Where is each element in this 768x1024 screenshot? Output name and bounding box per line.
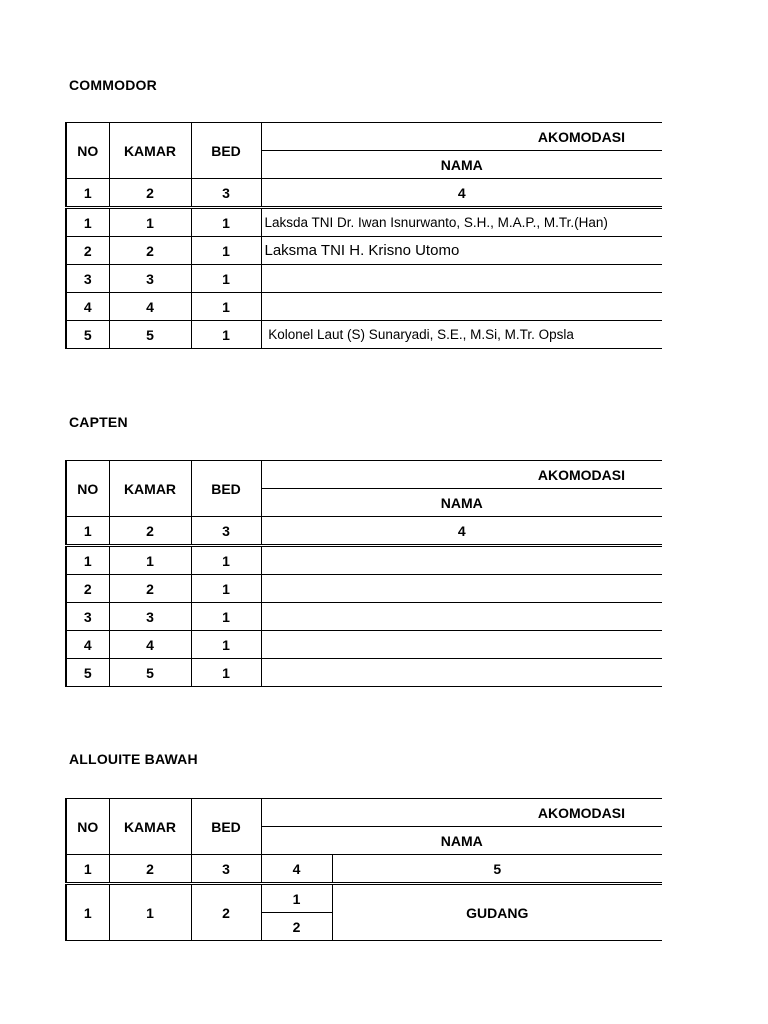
col-number: 1 <box>66 179 109 208</box>
header-kamar: KAMAR <box>109 799 191 855</box>
cell-nama <box>261 293 662 321</box>
cell-bed: 1 <box>191 546 261 575</box>
cell-no: 1 <box>66 546 109 575</box>
cell-no: 2 <box>66 575 109 603</box>
cell-kamar: 3 <box>109 265 191 293</box>
header-bed: BED <box>191 799 261 855</box>
header-bed: BED <box>191 461 261 517</box>
cell-nama <box>261 659 662 687</box>
header-kamar: KAMAR <box>109 123 191 179</box>
header-no: NO <box>66 799 109 855</box>
cell-no: 3 <box>66 265 109 293</box>
cell-bed: 2 <box>191 884 261 941</box>
cell-bed: 1 <box>191 575 261 603</box>
cell-no: 1 <box>66 208 109 237</box>
header-akomodasi: AKOMODASI <box>261 123 662 151</box>
col-number: 2 <box>109 855 191 884</box>
cell-sub-bed: 1 <box>261 884 332 913</box>
col-number: 3 <box>191 517 261 546</box>
cell-sub-bed: 2 <box>261 913 332 941</box>
cell-no: 3 <box>66 603 109 631</box>
col-number: 4 <box>261 179 662 208</box>
cell-bed: 1 <box>191 631 261 659</box>
section-title-allouite-bawah: ALLOUITE BAWAH <box>69 751 198 767</box>
cell-kamar: 1 <box>109 884 191 941</box>
table-row <box>66 208 662 237</box>
col-number: 2 <box>109 179 191 208</box>
col-number: 1 <box>66 855 109 884</box>
table-row <box>66 237 662 265</box>
cell-bed: 1 <box>191 321 261 349</box>
cell-kamar: 2 <box>109 575 191 603</box>
col-number: 3 <box>191 179 261 208</box>
header-nama: NAMA <box>261 151 662 179</box>
table-row <box>66 659 662 687</box>
cell-bed: 1 <box>191 659 261 687</box>
cell-nama <box>261 546 662 575</box>
cell-kamar: 2 <box>109 237 191 265</box>
cell-no: 4 <box>66 631 109 659</box>
header-akomodasi: AKOMODASI <box>261 799 662 827</box>
table-row <box>66 546 662 575</box>
cell-bed: 1 <box>191 208 261 237</box>
cell-no: 4 <box>66 293 109 321</box>
header-akomodasi: AKOMODASI <box>261 461 662 489</box>
table-row <box>66 603 662 631</box>
cell-no: 1 <box>66 884 109 941</box>
table-row <box>66 265 662 293</box>
cell-kamar: 3 <box>109 603 191 631</box>
cell-bed: 1 <box>191 237 261 265</box>
cell-kamar: 4 <box>109 293 191 321</box>
table-allouite-bawah <box>65 798 662 941</box>
header-no: NO <box>66 461 109 517</box>
cell-kamar: 4 <box>109 631 191 659</box>
cell-no: 5 <box>66 659 109 687</box>
table-row <box>66 575 662 603</box>
col-number: 4 <box>261 855 332 884</box>
col-number: 5 <box>332 855 662 884</box>
cell-bed: 1 <box>191 265 261 293</box>
col-number: 3 <box>191 855 261 884</box>
header-kamar: KAMAR <box>109 461 191 517</box>
cell-nama <box>261 575 662 603</box>
header-nama: NAMA <box>261 827 662 855</box>
header-no: NO <box>66 123 109 179</box>
cell-nama <box>261 603 662 631</box>
cell-nama: Kolonel Laut (S) Sunaryadi, S.E., M.Si, M.Tr. Opsla <box>261 321 662 349</box>
header-bed: BED <box>191 123 261 179</box>
cell-bed: 1 <box>191 293 261 321</box>
table-row <box>66 321 662 349</box>
section-title-commodor: COMMODOR <box>69 77 157 93</box>
cell-kamar: 1 <box>109 208 191 237</box>
col-number: 2 <box>109 517 191 546</box>
section-title-capten: CAPTEN <box>69 414 128 430</box>
col-number: 4 <box>261 517 662 546</box>
table-row <box>66 884 662 913</box>
cell-kamar: 5 <box>109 659 191 687</box>
cell-no: 5 <box>66 321 109 349</box>
cell-kamar: 1 <box>109 546 191 575</box>
cell-nama: Laksda TNI Dr. Iwan Isnurwanto, S.H., M.A.P., M.Tr.(Han) <box>261 208 662 237</box>
table-row <box>66 293 662 321</box>
header-nama: NAMA <box>261 489 662 517</box>
cell-no: 2 <box>66 237 109 265</box>
cell-nama <box>261 631 662 659</box>
cell-bed: 1 <box>191 603 261 631</box>
table-row <box>66 631 662 659</box>
cell-keterangan: GUDANG <box>332 884 662 941</box>
table-capten <box>65 460 662 687</box>
table-commodor <box>65 122 662 349</box>
cell-nama: Laksma TNI H. Krisno Utomo <box>261 237 662 265</box>
col-number: 1 <box>66 517 109 546</box>
cell-nama <box>261 265 662 293</box>
cell-kamar: 5 <box>109 321 191 349</box>
